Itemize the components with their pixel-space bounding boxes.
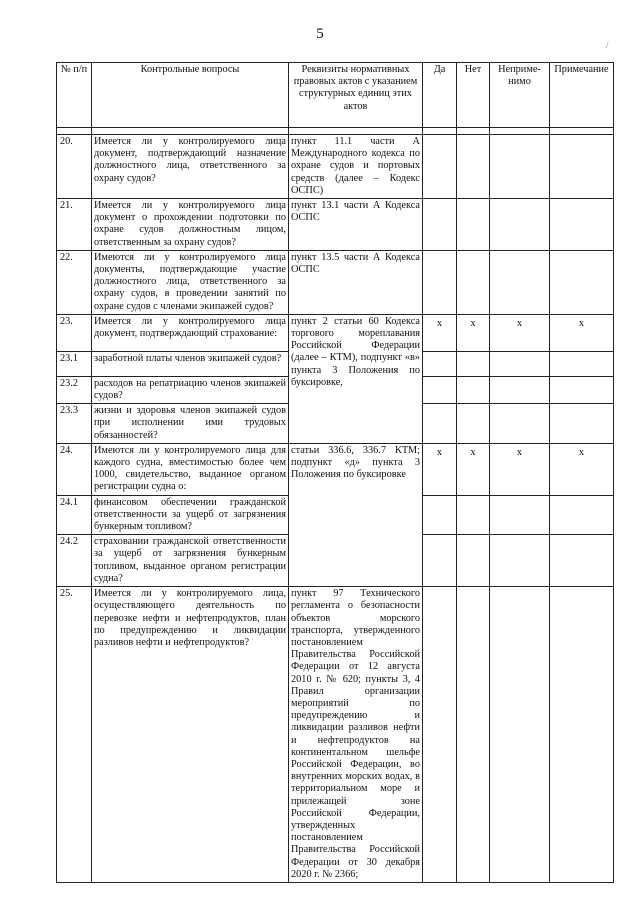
row-ref: статьи 336.6, 336.7 КТМ; подпункт «д» пункта 3 Положения по буксировке bbox=[289, 443, 423, 586]
no-cell[interactable] bbox=[457, 495, 490, 535]
header-num: № п/п bbox=[57, 63, 92, 128]
note-cell[interactable]: x bbox=[550, 443, 614, 495]
no-cell[interactable] bbox=[457, 135, 490, 199]
table-row bbox=[57, 314, 614, 351]
note-cell[interactable] bbox=[550, 495, 614, 535]
row-question: Имеются ли у контролируемого лица для каждого судна, вместимостью более чем 1000, свидетельство, выданное органом регистрации судна о: bbox=[92, 443, 289, 495]
na-cell[interactable] bbox=[490, 376, 550, 403]
note-cell[interactable] bbox=[550, 135, 614, 199]
row-question: страховании гражданской ответственности за ущерб от загрязнения бункерным топливом, выданное органом регистрации судна? bbox=[92, 535, 289, 587]
row-num: 23.3 bbox=[57, 404, 92, 444]
note-cell[interactable] bbox=[550, 250, 614, 314]
row-question: расходов на репатриацию членов экипажей судов? bbox=[92, 376, 289, 403]
header-yes: Да bbox=[423, 63, 457, 128]
row-num: 23. bbox=[57, 314, 92, 351]
na-cell[interactable]: x bbox=[490, 314, 550, 351]
checklist-table bbox=[56, 62, 614, 883]
note-cell[interactable] bbox=[550, 199, 614, 251]
yes-cell[interactable] bbox=[423, 495, 457, 535]
table-row bbox=[57, 587, 614, 883]
na-cell[interactable] bbox=[490, 351, 550, 376]
yes-cell[interactable] bbox=[423, 351, 457, 376]
table-row bbox=[57, 135, 614, 199]
header-no: Нет bbox=[457, 63, 490, 128]
no-cell[interactable] bbox=[457, 535, 490, 587]
row-question: жизни и здоровья членов экипажей судов при исполнении ими трудовых обязанностей? bbox=[92, 404, 289, 444]
note-cell[interactable] bbox=[550, 351, 614, 376]
note-cell[interactable] bbox=[550, 404, 614, 444]
na-cell[interactable]: x bbox=[490, 443, 550, 495]
scan-mark: / bbox=[606, 40, 609, 50]
spacer-row bbox=[57, 128, 614, 135]
row-num: 23.1 bbox=[57, 351, 92, 376]
row-num: 22. bbox=[57, 250, 92, 314]
row-ref: пункт 11.1 части А Международного кодекса по охране судов и портовых средств (далее – Кодекс ОСПС) bbox=[289, 135, 423, 199]
no-cell[interactable] bbox=[457, 250, 490, 314]
yes-cell[interactable]: x bbox=[423, 443, 457, 495]
row-question: Имеется ли у контролируемого лица документ, подтверждающий назначение должностного лица, ответственного за охрану судов? bbox=[92, 135, 289, 199]
table-row bbox=[57, 199, 614, 251]
yes-cell[interactable] bbox=[423, 199, 457, 251]
row-ref: пункт 13.1 части А Кодекса ОСПС bbox=[289, 199, 423, 251]
table-row bbox=[57, 250, 614, 314]
row-num: 21. bbox=[57, 199, 92, 251]
row-question: финансовом обеспечении гражданской ответственности за ущерб от загрязнения бункерным топливом? bbox=[92, 495, 289, 535]
yes-cell[interactable] bbox=[423, 250, 457, 314]
row-num: 25. bbox=[57, 587, 92, 883]
yes-cell[interactable]: x bbox=[423, 314, 457, 351]
no-cell[interactable] bbox=[457, 351, 490, 376]
row-ref: пункт 97 Технического регламента о безопасности объектов морского транспорта, утвержденного постановлением Правительства Российской Федерации от 12 августа 2010 г. № 620; пункты 3, 4 Правил организации мероприятий по предупреждению и ликвидации разливов нефти и нефтепродуктов на континентальном шельфе Российской Федерации, во внутренних морских водах, в территориальном море и прилежащей зоне Российской Федерации, утвержденных постановлением Правительства Российской Федерации от 30 декабря 2020 г. № 2366; bbox=[289, 587, 423, 883]
na-cell[interactable] bbox=[490, 199, 550, 251]
no-cell[interactable]: x bbox=[457, 443, 490, 495]
yes-cell[interactable] bbox=[423, 535, 457, 587]
row-question: заработной платы членов экипажей судов? bbox=[92, 351, 289, 376]
note-cell[interactable]: x bbox=[550, 314, 614, 351]
na-cell[interactable] bbox=[490, 535, 550, 587]
no-cell[interactable] bbox=[457, 404, 490, 444]
yes-cell[interactable] bbox=[423, 376, 457, 403]
no-cell[interactable] bbox=[457, 376, 490, 403]
row-question: Имеется ли у контролируемого лица, осуществляющего деятельность по перевозке нефти и нефтепродуктов, план по предупреждению и ликвидации разливов нефти и нефтепродуктов? bbox=[92, 587, 289, 883]
table-row bbox=[57, 443, 614, 495]
note-cell[interactable] bbox=[550, 535, 614, 587]
header-note: Примечание bbox=[550, 63, 614, 128]
yes-cell[interactable] bbox=[423, 404, 457, 444]
row-ref: пункт 2 статьи 60 Кодекса торгового мореплавания Российской Федерации (далее – КТМ), подпункт «в» пункта 3 Положения по буксировке, bbox=[289, 314, 423, 443]
header-na: Неприме-нимо bbox=[490, 63, 550, 128]
yes-cell[interactable] bbox=[423, 587, 457, 883]
na-cell[interactable] bbox=[490, 404, 550, 444]
na-cell[interactable] bbox=[490, 495, 550, 535]
row-num: 23.2 bbox=[57, 376, 92, 403]
header-refs: Реквизиты нормативных правовых актов с указанием структурных единиц этих актов bbox=[289, 63, 423, 128]
na-cell[interactable] bbox=[490, 135, 550, 199]
row-question: Имеются ли у контролируемого лица документы, подтверждающие участие должностного лица, ответственного за охрану судов, в проведении занятий по охране судов с членами экипажей судов? bbox=[92, 250, 289, 314]
table-header bbox=[57, 63, 614, 128]
note-cell[interactable] bbox=[550, 587, 614, 883]
row-ref: пункт 13.5 части А Кодекса ОСПС bbox=[289, 250, 423, 314]
row-num: 24.2 bbox=[57, 535, 92, 587]
header-questions: Контрольные вопросы bbox=[92, 63, 289, 128]
page-number: 5 bbox=[316, 26, 324, 42]
row-question: Имеется ли у контролируемого лица документ, подтверждающий страхование: bbox=[92, 314, 289, 351]
note-cell[interactable] bbox=[550, 376, 614, 403]
yes-cell[interactable] bbox=[423, 135, 457, 199]
row-num: 24. bbox=[57, 443, 92, 495]
row-num: 24.1 bbox=[57, 495, 92, 535]
no-cell[interactable] bbox=[457, 199, 490, 251]
row-question: Имеется ли у контролируемого лица документ о прохождении подготовки по охране судов должностным лицом, ответственным за охрану судов? bbox=[92, 199, 289, 251]
no-cell[interactable]: x bbox=[457, 314, 490, 351]
na-cell[interactable] bbox=[490, 587, 550, 883]
no-cell[interactable] bbox=[457, 587, 490, 883]
row-num: 20. bbox=[57, 135, 92, 199]
na-cell[interactable] bbox=[490, 250, 550, 314]
